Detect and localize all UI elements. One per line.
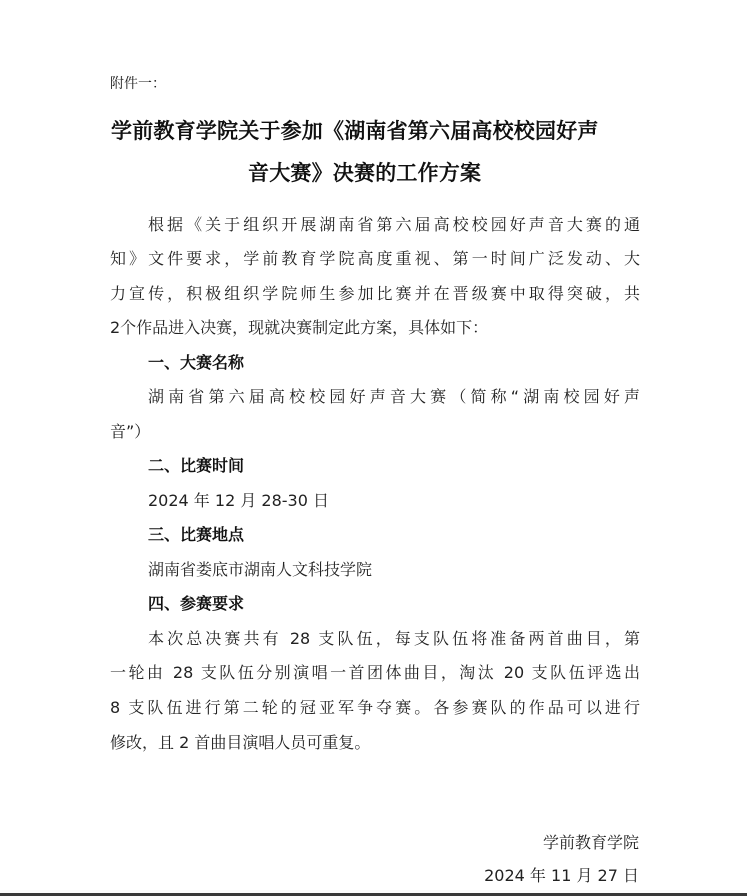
contest-time-text: 2024 年 12 月 28-30 日 [148,491,330,510]
document-title-line-1: 学前教育学院关于参加《湖南省第六届高校校园好声 [111,119,599,143]
requirements-line: 修改，且 2 首曲目演唱人员可重复。 [110,733,371,752]
section-heading-contest-name: 一、大赛名称 [148,353,245,372]
intro-paragraph-line: 力宣传，积极组织学院师生参加比赛并在晋级赛中取得突破，共 [110,284,640,303]
contest-name-line: 湖南省第六届高校校园好声音大赛（简称“湖南校园好声 [148,387,640,406]
signature-date: 2024 年 11 月 27 日 [484,866,639,885]
requirements-line: 8 支队伍进行第二轮的冠亚军争夺赛。各参赛队的作品可以进行 [110,698,640,717]
section-heading-contest-time: 二、比赛时间 [148,456,245,475]
section-heading-contest-location: 三、比赛地点 [148,525,245,544]
signature-organization: 学前教育学院 [542,833,639,852]
contest-name-line: 音”） [110,422,151,441]
requirements-line: 本次总决赛共有 28 支队伍，每支队伍将准备两首曲目，第 [148,629,640,648]
requirements-line: 一轮由 28 支队伍分别演唱一首团体曲目，淘汰 20 支队伍评选出 [110,663,640,682]
attachment-label: 附件一： [110,76,166,92]
intro-paragraph-line: 根据《关于组织开展湖南省第六届高校校园好声音大赛的通 [148,215,640,234]
section-heading-requirements: 四、参赛要求 [148,594,245,613]
document-title-line-2: 音大赛》决赛的工作方案 [248,161,482,185]
intro-paragraph-line: 知》文件要求，学前教育学院高度重视、第一时间广泛发动、大 [110,249,640,268]
contest-location-text: 湖南省娄底市湖南人文科技学院 [148,560,373,579]
intro-paragraph-line: 2个作品进入决赛，现就决赛制定此方案，具体如下： [110,318,489,337]
